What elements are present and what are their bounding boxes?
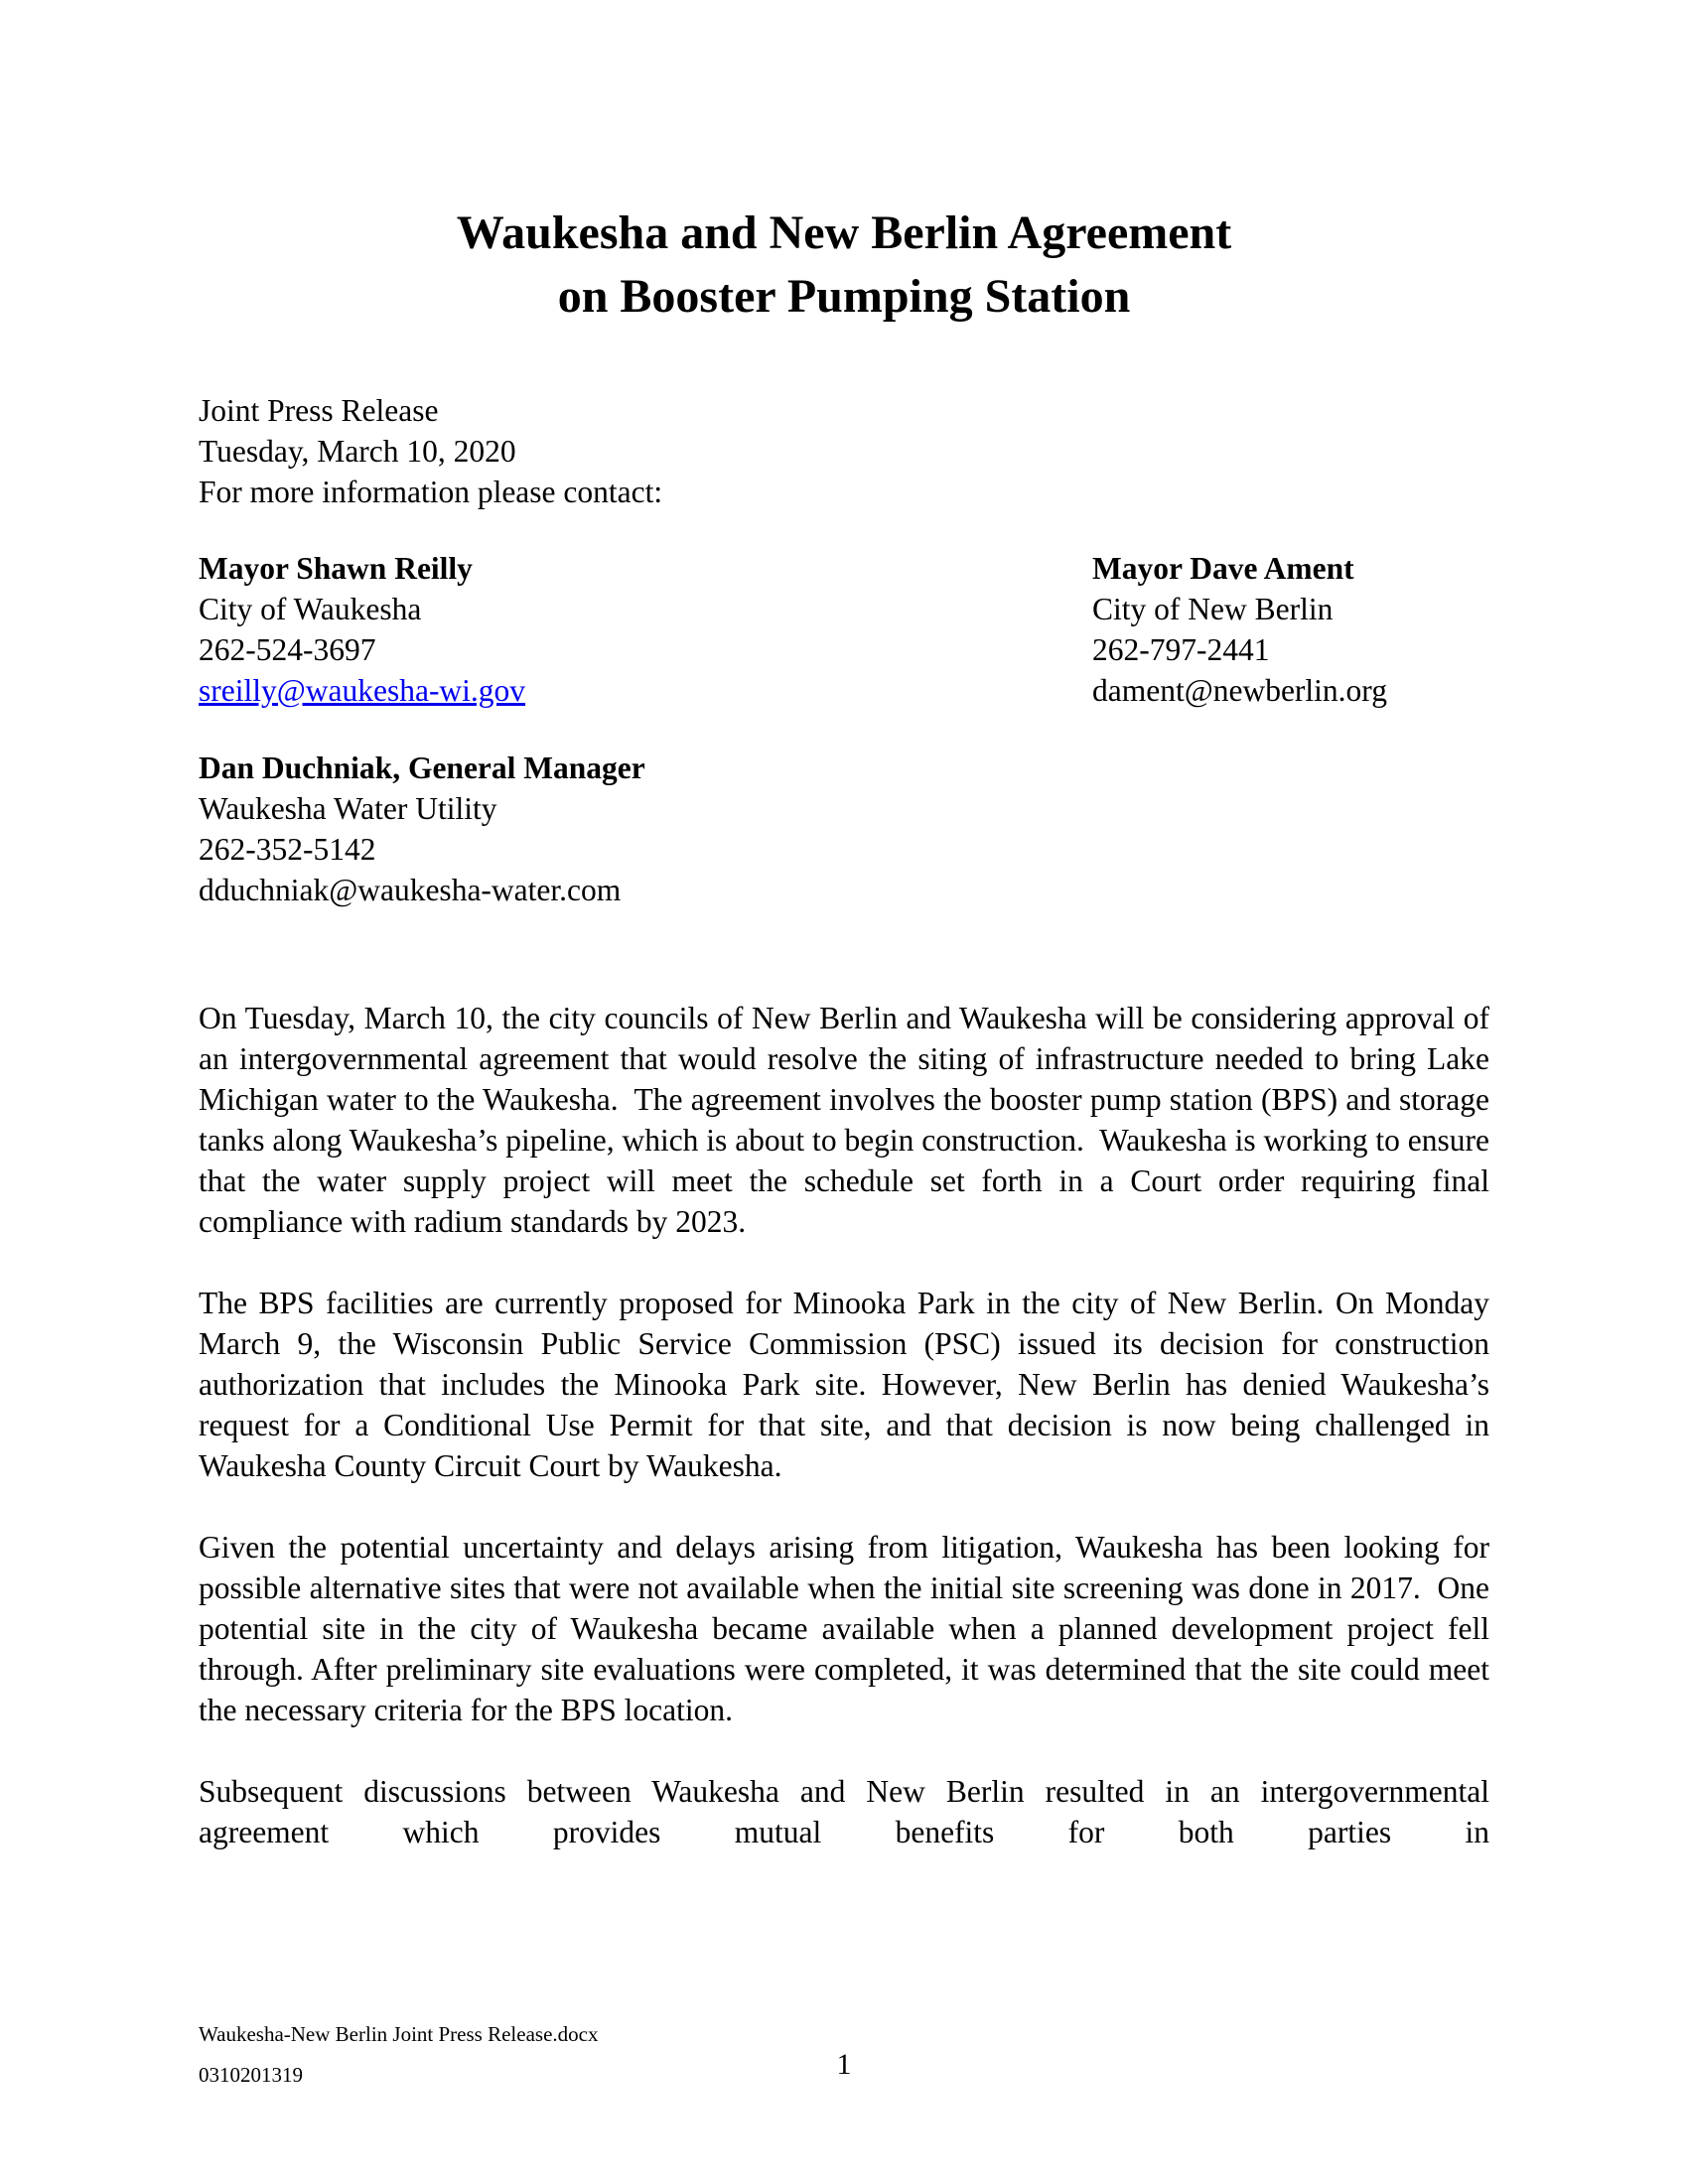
- contact-card-duchniak: [199, 748, 1489, 910]
- contact-phone: 262-524-3697: [199, 632, 376, 667]
- contact-card-ament: [1092, 548, 1489, 711]
- page-number: 1: [836, 2048, 852, 2081]
- document-content: [199, 0, 1497, 1852]
- paragraph-2: The BPS facilities are currently proposed for Minooka Park in the city of New Berlin. On Monday March 9, the Wisconsin Public Service Commission (PSC) issued its decision for construction authorization that includes the Minooka Park site. However, New Berlin has denied Waukesha’s request for a Conditional Use Permit for that site, and that decision is now being challenged in Waukesha County Circuit Court by Waukesha.: [199, 1286, 1497, 1483]
- contact-email-row: [199, 670, 1092, 711]
- title-line-1: Waukesha and New Berlin Agreement: [456, 206, 1232, 259]
- footer-doc-id: 0310201319: [199, 2063, 303, 2087]
- release-date: Tuesday, March 10, 2020: [199, 434, 516, 469]
- contact-name: Dan Duchniak, General Manager: [199, 751, 645, 785]
- paragraph-4: Subsequent discussions between Waukesha and New Berlin resulted in an intergovernmental agreement which provides mutual benefits for both parties in: [199, 1774, 1497, 1849]
- contact-name: Mayor Dave Ament: [1092, 551, 1354, 586]
- title-line-2: on Booster Pumping Station: [557, 270, 1131, 323]
- contacts-row: [199, 548, 1489, 711]
- paragraph-1: On Tuesday, March 10, the city councils of New Berlin and Waukesha will be considering approval of an intergovernmental agreement that would resolve the siting of infrastructure needed to bring Lake Michigan water to the Waukesha. The agreement involves the booster pump station (BPS) and storage tanks along Waukesha’s pipeline, which is about to begin construction. Waukesha is working to ensure that the water supply project will meet the schedule set forth in a Court order requiring final compliance with radium standards by 2023.: [199, 1001, 1497, 1239]
- contact-email: dduchniak@waukesha-water.com: [199, 873, 622, 907]
- contact-org: Waukesha Water Utility: [199, 791, 497, 826]
- contact-phone: 262-797-2441: [1092, 632, 1270, 667]
- press-release-body: [199, 998, 1497, 1852]
- contact-email: dament@newberlin.org: [1092, 673, 1387, 708]
- page-footer: [199, 2017, 1489, 2093]
- paragraph-3: Given the potential uncertainty and delays arising from litigation, Waukesha has been looking for possible alternative sites that were not available when the initial site screening was done in 2017. One potential site in the city of Waukesha became available when a planned development project fell through. After preliminary site evaluations were completed, it was determined that the site could meet the necessary criteria for the BPS location.: [199, 1530, 1497, 1727]
- contact-card-reilly: [199, 548, 1092, 711]
- press-release-intro: [199, 390, 1489, 512]
- contact-org: City of New Berlin: [1092, 592, 1334, 626]
- contact-phone: 262-352-5142: [199, 832, 376, 867]
- page-title: [199, 202, 1489, 329]
- contact-org: City of Waukesha: [199, 592, 422, 626]
- release-type: Joint Press Release: [199, 393, 439, 428]
- contact-prompt: For more information please contact:: [199, 475, 663, 509]
- email-link[interactable]: sreilly@waukesha-wi.gov: [199, 673, 526, 708]
- contact-name: Mayor Shawn Reilly: [199, 551, 473, 586]
- footer-filename: Waukesha-New Berlin Joint Press Release.docx: [199, 2022, 599, 2046]
